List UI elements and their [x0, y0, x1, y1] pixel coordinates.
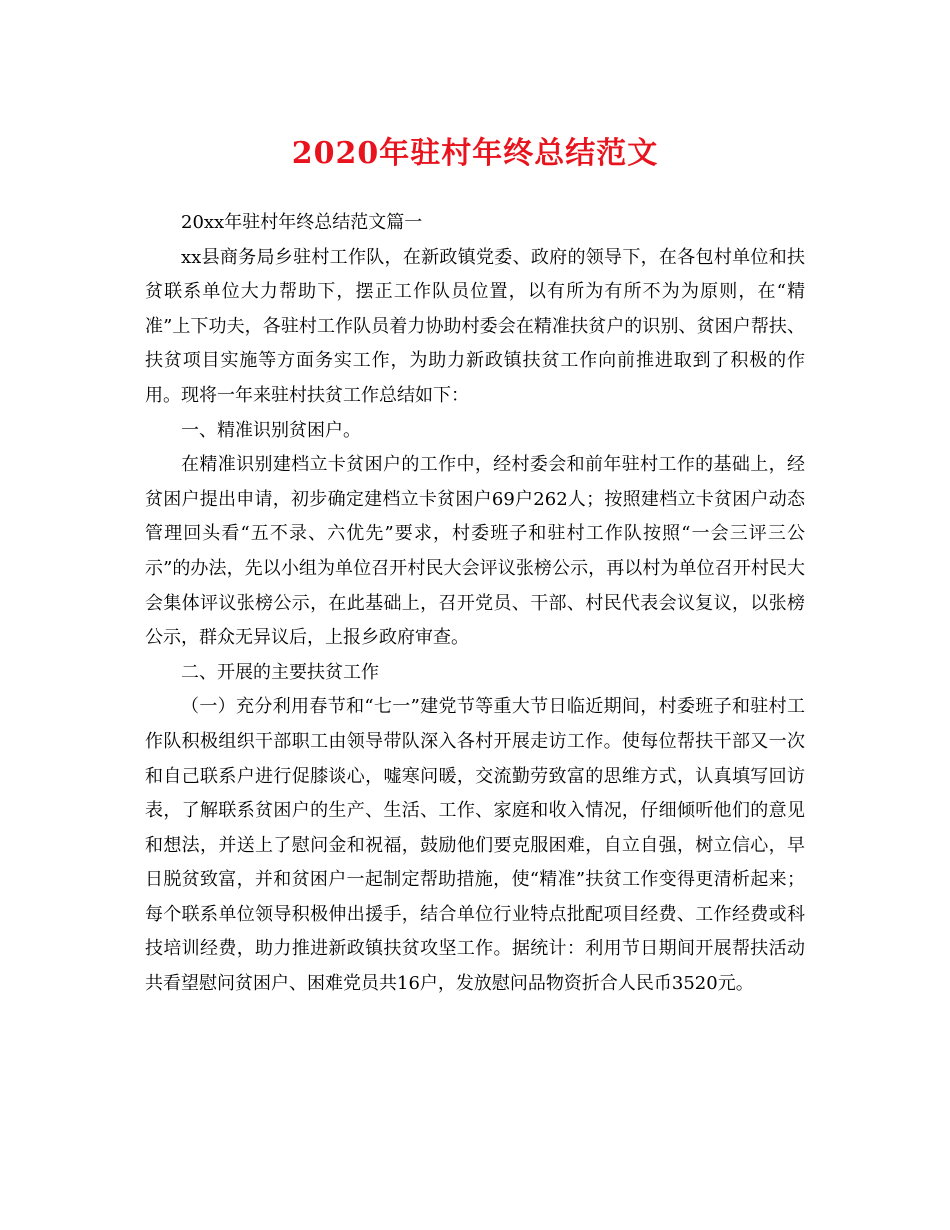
- document-title: 2020年驻村年终总结范文: [291, 136, 659, 171]
- section-subtitle: 20xx年驻村年终总结范文篇一: [181, 212, 423, 233]
- intro-paragraph: xx县商务局乡驻村工作队，在新政镇党委、政府的领导下，在各包村单位和扶贫联系单位大力帮助下，摆正工作队员位置，以有所为有所不为为原则，在“精准”上下功夫，各驻村工作队员着力协助村委会在精准扶贫户的识别、贫困户帮扶、扶贫项目实施等方面务实工作，为助力新政镇扶贫工作向前推进取到了积极的作用。现将一年来驻村扶贫工作总结如下：: [145, 246, 805, 406]
- work-paragraph: （一）充分利用春节和“七一”建党节等重大节日临近期间，村委班子和驻村工作队积极组织干部职工由领导带队深入各村开展走访工作。使每位帮扶干部又一次和自己联系户进行促膝谈心，嘘寒问暖，交流勤劳致富的思维方式，认真填写回访表，了解联系贫困户的生产、生活、工作、家庭和收入情况，仔细倾听他们的意见和想法，并送上了慰问金和祝福，鼓励他们要克服困难，自立自强，树立信心，早日脱贫致富，并和贫困户一起制定帮助措施，使“精准”扶贫工作变得更清析起来；每个联系单位领导积极伸出援手，结合单位行业特点批配项目经费、工作经费或科技培训经费，助力推进新政镇扶贫攻坚工作。据统计：利用节日期间开展帮扶活动共看望慰问贫困户、困难党员共16户，发放慰问品物资折合人民币3520元。: [145, 696, 805, 995]
- section-heading-1: 一、精准识别贫困户。: [181, 419, 361, 441]
- identification-paragraph: 在精准识别建档立卡贫困户的工作中，经村委会和前年驻村工作的基础上，经贫困户提出申请，初步确定建档立卡贫困户69户262人；按照建档立卡贫困户动态管理回头看“五不录、六优先”要求，村委班子和驻村工作队按照“一会三评三公示”的办法，先以小组为单位召开村民大会评议张榜公示，再以村为单位召开村民大会集体评议张榜公示，在此基础上，召开党员、干部、村民代表会议复议，以张榜公示，群众无异议后，上报乡政府审查。: [145, 454, 805, 649]
- document-body: [145, 206, 805, 1002]
- section-heading-2: 二、开展的主要扶贫工作: [181, 661, 379, 683]
